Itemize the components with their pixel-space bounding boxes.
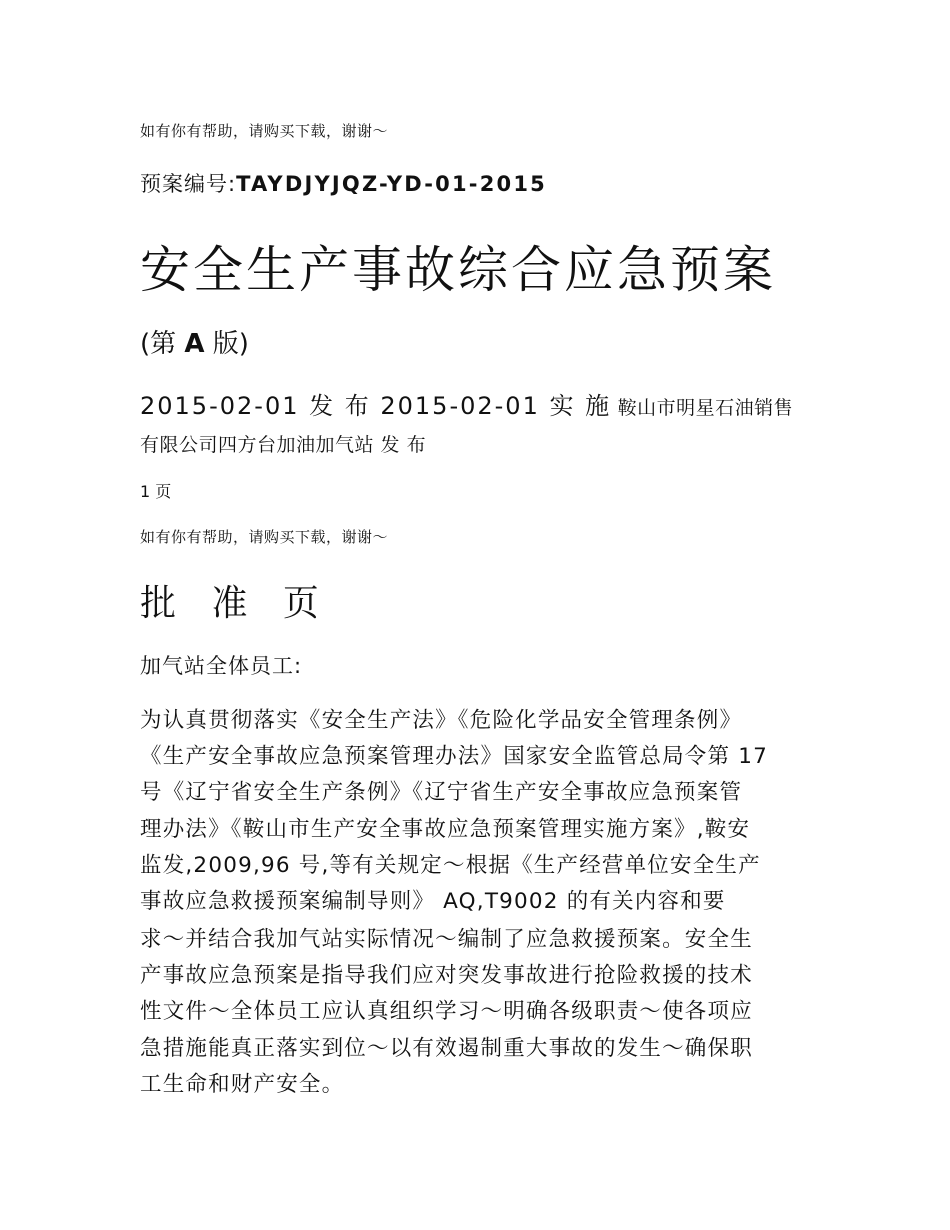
page-number: 1 页 [140,482,172,501]
body-paragraph-line: 求～并结合我加气站实际情况～编制了应急救援预案。安全生 [140,927,753,952]
body-paragraph-line: 理办法》《鞍山市生产安全事故应急预案管理实施方案》,鞍安 [140,817,751,842]
release-dates: 2015-02-01 发 布 2015-02-01 实 施 [140,392,612,420]
document-title: 安全生产事故综合应急预案 [140,241,776,299]
body-paragraph-line: 急措施能真正落实到位～以有效遏制重大事故的发生～确保职 [140,1036,753,1061]
approval-heading: 批 准 页 [140,583,331,624]
publisher-name-part1: 鞍山市明星石油销售 [611,397,794,419]
download-note-bottom: 如有你有帮助，请购买下载，谢谢～ [140,528,389,546]
plan-number-label: 预案编号: [140,172,237,196]
plan-number [140,168,547,198]
salutation: 加气站全体员工: [140,654,303,678]
body-paragraph-line: 事故应急救援预案编制导则》 AQ,T9002 的有关内容和要 [140,889,726,914]
publisher-name-part2: 有限公司四方台加油加气站 发 布 [140,434,427,456]
version-label [140,323,249,360]
body-paragraph-line: 《生产安全事故应急预案管理办法》国家安全监管总局令第 17 [140,744,768,769]
version-open: (第 [140,329,185,359]
download-note-top: 如有你有帮助，请购买下载，谢谢～ [140,122,389,140]
version-close: 版) [204,329,249,359]
version-letter: A [184,329,205,359]
body-paragraph-line: 产事故应急预案是指导我们应对突发事故进行抢险救援的技术 [140,963,753,988]
body-paragraph-line: 性文件～全体员工应认真组织学习～明确各级职责～使各项应 [140,999,753,1024]
body-paragraph-line: 号《辽宁省安全生产条例》《辽宁省生产安全事故应急预案管 [140,780,743,805]
release-line [140,386,793,421]
body-paragraph-line: 为认真贯彻落实《安全生产法》《危险化学品安全管理条例》 [140,708,743,733]
body-paragraph-line: 监发,2009,96 号,等有关规定～根据《生产经营单位安全生产 [140,853,761,878]
plan-number-value: TAYDJYJQZ-YD-01-2015 [236,172,547,196]
body-paragraph-line: 工生命和财产安全。 [140,1072,345,1097]
